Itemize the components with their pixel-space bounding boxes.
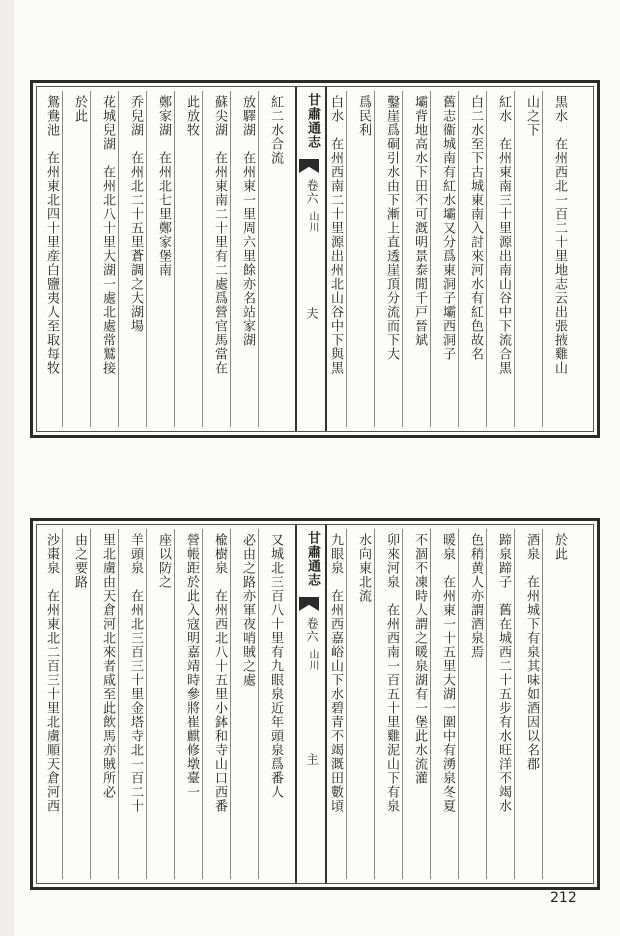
text-column: 山之下	[524, 95, 539, 137]
band-folio: 主	[305, 753, 319, 766]
band-title: 甘肅通志	[305, 93, 320, 149]
text-column: 蘇尖湖 在州東南二十里有二處爲營官馬當在	[212, 95, 227, 375]
text-column: 九眼泉 在州西嘉峪山下水碧青不竭溉田數頃	[328, 533, 343, 813]
column-rule	[258, 91, 259, 427]
column-rule	[430, 91, 431, 427]
column-rule	[90, 91, 91, 427]
column-rule	[230, 91, 231, 427]
center-band	[295, 87, 327, 431]
column-rule	[174, 91, 175, 427]
column-rule	[402, 529, 403, 879]
text-column: 色稍黄人亦謂酒泉焉	[468, 533, 483, 659]
text-column: 鴛鴦池 在州東北四十里産白鹽夷人至取每牧	[44, 95, 59, 375]
text-column: 不涸不凍時人謂之暖泉湖有一堡此水流灌	[412, 533, 427, 785]
text-column: 鄭家湖 在州北七里鄭家堡南	[156, 95, 171, 277]
text-column: 必由之路亦軍夜哨賊之處	[240, 533, 255, 687]
column-rule	[514, 529, 515, 879]
column-rule	[514, 91, 515, 427]
text-column: 花城兒湖 在州北八十里大湖一處北處常鷲接	[100, 95, 115, 375]
text-column: 又城北三百八十里有九眼泉近年頭泉爲番人	[268, 533, 283, 799]
column-rule	[174, 529, 175, 879]
text-column: 羊頭泉 在州北三百三十里金塔寺北一百二十	[128, 533, 143, 813]
text-column: 鑿崖爲硐引水由下漸上直透崖頂分流而下大	[384, 95, 399, 361]
text-column: 放驛湖 在州東一里周六里餘亦名站家湖	[240, 95, 255, 347]
scan-page-bottom	[30, 518, 600, 890]
column-rule	[118, 91, 119, 427]
text-column: 蹄泉蹄子 舊在城西二十五步有水旺洋不竭水	[496, 533, 511, 813]
text-column: 營帳距於此入寇明嘉靖時參將崔麒修墩臺一	[184, 533, 199, 799]
column-rule	[458, 91, 459, 427]
text-column: 由之要路	[72, 533, 87, 589]
text-column: 爲民利	[356, 95, 371, 137]
fish-tail-mark	[299, 597, 319, 611]
text-column: 楡樹泉 在州西北八十五里小鉢和寺山口西番	[212, 533, 227, 813]
column-rule	[374, 91, 375, 427]
text-column: 座以防之	[156, 533, 171, 589]
column-rule	[258, 529, 259, 879]
text-column: 沙棗泉 在州東北二百三十里北虜順天倉河西	[44, 533, 59, 813]
band-title: 甘肅通志	[305, 531, 320, 587]
column-rule	[202, 529, 203, 879]
band-section: 山川	[307, 211, 318, 233]
column-rule	[346, 91, 347, 427]
column-rule	[146, 529, 147, 879]
text-column: 白水 在州西南二十里源出州北山谷中下與黒	[328, 95, 343, 375]
band-volume: 卷六	[305, 617, 319, 643]
column-rule	[202, 91, 203, 427]
text-column: 暖泉 在州東一十五里大湖一圍中有湧泉冬夏	[440, 533, 455, 813]
page-edge	[0, 0, 14, 936]
band-section: 山川	[307, 649, 318, 671]
text-column: 舊志衞城南有紅水壩又分爲東洞子壩西洞子	[440, 95, 455, 361]
column-rule	[118, 529, 119, 879]
column-rule	[542, 91, 543, 427]
center-band	[295, 525, 327, 883]
band-folio: 夫	[305, 307, 319, 320]
column-rule	[486, 91, 487, 427]
text-column: 紅二水合流	[268, 95, 283, 165]
column-rule	[62, 91, 63, 427]
scan-page-top	[30, 80, 600, 438]
band-volume: 卷六	[305, 179, 319, 205]
column-rule	[90, 529, 91, 879]
text-column: 黒水 在州西北一百二十里地志云出張掖雞山	[552, 95, 567, 375]
column-rule	[458, 529, 459, 879]
text-column: 乔兒湖 在州北二十五里蒼調之大湖場	[128, 95, 143, 333]
column-rule	[430, 529, 431, 879]
text-column: 紅水 在州東南三十里源出南山谷中下流合黒	[496, 95, 511, 375]
column-rule	[230, 529, 231, 879]
column-rule	[486, 529, 487, 879]
text-column: 水向東北流	[356, 533, 371, 603]
column-rule	[542, 529, 543, 879]
column-rule	[146, 91, 147, 427]
text-column: 於此	[552, 533, 567, 561]
fish-tail-mark	[299, 159, 319, 173]
column-rule	[62, 529, 63, 879]
text-column: 卯來河泉 在州西南一百五十里雞泥山下有泉	[384, 533, 399, 813]
column-rule	[346, 529, 347, 879]
text-column: 里北虜由天倉河北來者咸至此飲馬亦賊所必	[100, 533, 115, 799]
text-column: 壩背地高水下田不可漑明景泰閒千戸晉斌	[412, 95, 427, 347]
text-column: 於此	[72, 95, 87, 123]
column-rule	[374, 529, 375, 879]
text-column: 白二水至下古城東南入討來河水有紅色故名	[468, 95, 483, 361]
text-column: 酒泉 在州城下有泉其味如酒因以名郡	[524, 533, 539, 771]
page-number: 212	[550, 890, 577, 906]
column-rule	[402, 91, 403, 427]
text-column: 此放牧	[184, 95, 199, 137]
